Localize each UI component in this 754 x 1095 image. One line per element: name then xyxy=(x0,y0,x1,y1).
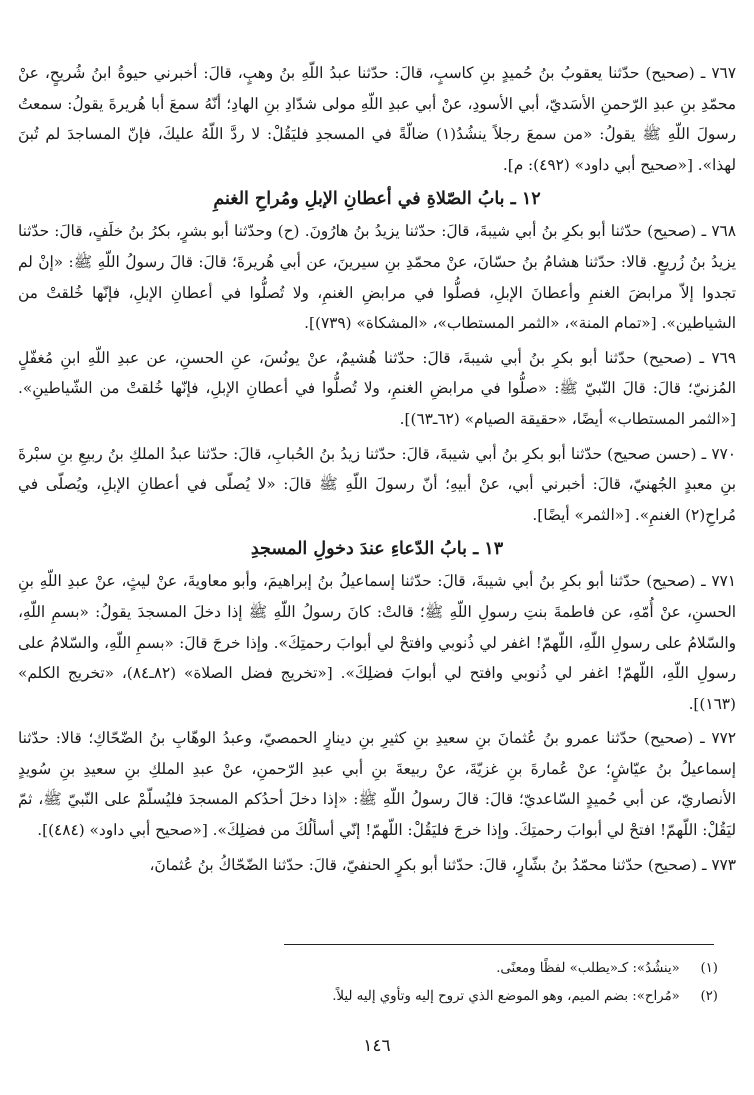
chapter-heading-13: ١٣ ـ بابُ الدّعاءِ عندَ دخولِ المسجدِ xyxy=(250,539,504,560)
footnote-number: (١) xyxy=(700,961,718,976)
footnote-divider xyxy=(284,944,714,945)
footnote-text: «مُراح»: بضم الميم، وهو الموضع الذي تروح إليه وتأوي إليه ليلاً. xyxy=(332,989,680,1004)
hadith-770: ٧٧٠ ـ (حسن صحيح) حدّثنا أبو بكرِ بنُ أبي شيبةَ، قالَ: حدّثنا زيدُ بنُ الحُبابِ، قالَ: حدّثنا عبدُ الملكِ بنُ ربيعِ بنِ سبْرةَ بنِ معبدٍ الجُهنيّ، قالَ: أخبرني أبي، عنْ أبيهِ؛ أنّ رسولَ اللّهِ ﷺ قالَ: «لا يُصلّى في أعطانِ الإبلِ، ويُصلّى في مُراحِ(٢) الغنمِ». [«الثمر» أيضًا]. xyxy=(18,444,736,524)
footnotes xyxy=(18,955,718,1011)
page-number: ١٤٦ xyxy=(363,1036,391,1056)
hadith-767: ٧٦٧ ـ (صحيح) حدّثنا يعقوبُ بنُ حُميدٍ بنِ كاسبٍ، قالَ: حدّثنا عبدُ اللّهِ بنُ وهبٍ، قالَ: أخبرني حيوةُ ابنُ شُريحٍ، عنْ محمّدِ بنِ عبدِ الرّحمنِ الأسَديّ، أبي الأسودِ، عنْ أبي عبدِ اللّهِ مولى شدّادِ بنِ الهادِ؛ أنّهُ سمعَ أبا هُريرةَ يقولُ: سمعتُ رسولَ اللّهِ ﷺ يقولُ: «من سمعَ رجلاً ينشُدُ(١) ضالّةً في المسجدِ فليَقُلْ: لا ردَّ اللّهُ عليكَ، فإنّ المساجدَ لم تُبنَ لهذا». [«صحيح أبي داود» (٤٩٢): م]. xyxy=(18,64,736,174)
footnote-2 xyxy=(18,983,718,1011)
hadith-772: ٧٧٢ ـ (صحيح) حدّثنا عمرو بنُ عُثمانَ بنِ سعيدِ بنِ كثيرِ بنِ دينارٍ الحمصيّ، وعبدُ الوهّابِ بنُ الضّحّاكِ؛ قالا: حدّثنا إسماعيلُ بنُ عيّاشٍ؛ عنْ عُمارةَ بنِ غزيّةَ، عنْ ربيعةَ بنِ أبي عبدِ الرّحمنِ، عنْ عبدِ الملكِ بنِ سعيدِ بنِ سُويدٍ الأنصاريّ، عن أبي حُميدٍ السّاعديّ؛ قالَ: قالَ رسولُ اللّهِ ﷺ: «إذا دخلَ أحدُكم المسجدَ فليُسلّمْ على النّبيّ ﷺ، ثمّ ليَقُلْ: اللّهمّ! افتحْ لي أبوابَ رحمتِكَ. وإذا خرجَ فليَقُلْ: اللّهمّ! إنّي أسألُكَ من فضلِكَ». [«صحيح أبي داود» (٤٨٤)]. xyxy=(18,729,736,840)
hadith-771: ٧٧١ ـ (صحيح) حدّثنا أبو بكرِ بنُ أبي شيبةَ، قالَ: حدّثنا إسماعيلُ بنُ إبراهيمَ، وأبو معاويةَ، عنْ ليثٍ، عنْ عبدِ اللّهِ بنِ الحسنِ، عنْ أُمّهِ، عن فاطمةَ بنتِ رسولِ اللّهِ ﷺ؛ قالتْ: كانَ رسولُ اللّهِ ﷺ إذا دخلَ المسجدَ يقولُ: «بسمِ اللّهِ، والسّلامُ على رسولِ اللّهِ، اللّهمّ! اغفر لي ذُنوبي وافتحْ لي أبوابَ رحمتِكَ». وإذا خرجَ قالَ: «بسمِ اللّهِ، والسّلامُ على رسولِ اللّهِ، اللّهمّ! اغفر لي ذُنوبي وافتح لي أبوابَ فضلِكَ». [«تخريج فضل الصلاة» (٨٢ـ٨٤)، «تخريج الكلم» (١٦٣)]. xyxy=(18,572,737,713)
hadith-768: ٧٦٨ ـ (صحيح) حدّثنا أبو بكرِ بنُ أبي شيبةَ، قالَ: حدّثنا يزيدُ بنُ هارُونَ. (ح) وحدّثنا أبو بشرٍ، بكرُ بنُ خلَفٍ، قالَ: حدّثنا يزيدُ بنُ زُريعٍ. قالا: حدّثنا هشامُ بنُ حسّانَ، عنْ محمّدِ بنِ سيرينَ، عن أبي هُريرةَ؛ قالَ: قالَ رسولُ اللّهِ ﷺ: «إنْ لم تجدوا إلاّ مرابضَ الغنمِ وأعطانَ الإبلِ، فصلُّوا في مرابضِ الغنمِ، ولا تُصلُّوا في أعطانِ الإبلِ، فإنّها خُلقتْ من الشياطين». [«تمام المنة»، «الثمر المستطاب»، «المشكاة» (٧٣٩)]. xyxy=(18,222,736,333)
hadith-773: ٧٧٣ ـ (صحيح) حدّثنا محمّدُ بنُ بشّارٍ، قالَ: حدّثنا أبو بكرٍ الحنفيّ، قالَ: حدّثنا الضّحّاكُ بنُ عُثمانَ، xyxy=(149,855,736,874)
page-body xyxy=(18,58,736,884)
footnote-1 xyxy=(18,955,718,983)
footnote-text: «ينشُدُ»: كـ«يطلب» لفظًا ومعنًى. xyxy=(496,961,680,976)
chapter-heading-12: ١٢ ـ بابُ الصّلاةِ في أعطانِ الإبلِ ومُراحِ الغنمِ xyxy=(213,189,541,210)
hadith-769: ٧٦٩ ـ (صحيح) حدّثنا أبو بكرِ بنُ أبي شيبةَ، قالَ: حدّثنا هُشيمٌ، عنْ يونُسَ، عنِ الحسنِ، عن عبدِ اللّهِ ابنِ مُغفّلٍ المُزنيّ؛ قالَ: قالَ النّبيّ ﷺ: «صلُّوا في مرابضِ الغنمِ، ولا تُصلُّوا في أعطانِ الإبلِ، فإنّها خُلقتْ من الشّياطينِ». [«الثمر المستطاب» أيضًا، «حقيقة الصيام» (٦٢ـ٦٣)]. xyxy=(18,348,736,428)
footnote-number: (٢) xyxy=(700,989,718,1004)
